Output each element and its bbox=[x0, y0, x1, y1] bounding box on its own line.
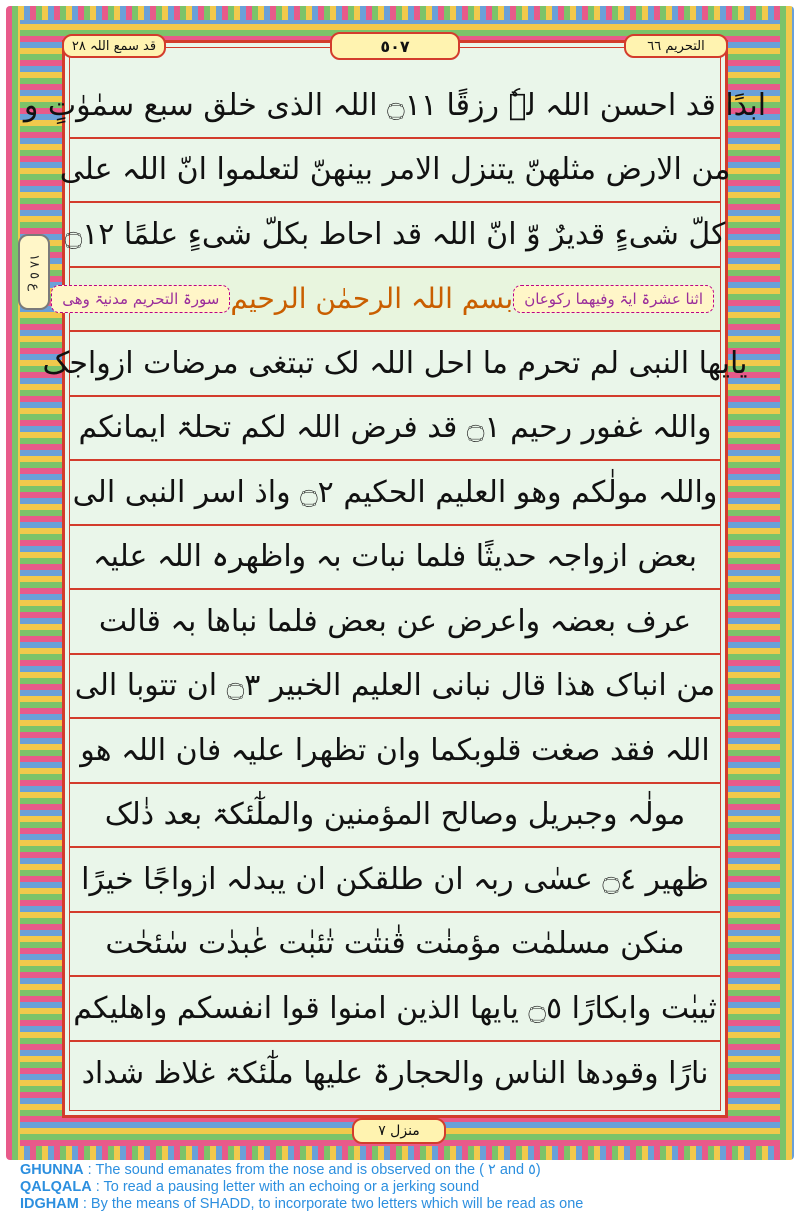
verse-line: ابدًا قد احسن اللہ لہٗ رزقًا ۝١١ اللہ الذی خلق سبع سمٰوٰتٍ و bbox=[70, 74, 720, 139]
verse-line: نارًا وقودھا الناس والحجارۃ علیھا ملٰٓئکۃ غلاظ شداد bbox=[81, 1056, 709, 1092]
bismillah: بسم اللہ الرحمٰن الرحیم bbox=[230, 282, 514, 316]
manzil-label: منزل ٧ bbox=[352, 1118, 446, 1144]
verse-line: یایھا النبی لم تحرم ما احل اللہ لک تبتغی مرضات ازواجک bbox=[70, 332, 720, 397]
tajweed-legend bbox=[20, 1162, 790, 1213]
juz-label: قد سمع اللہ ۲۸ bbox=[62, 34, 166, 58]
verse-line: ثیبٰت وابکارًا ۝٥ یایھا الذین امنوا قوا انفسکم واھلیکم bbox=[70, 977, 720, 1042]
legend-idgham: IDGHAM : By the means of SHADD, to incorporate two letters which will be read as one bbox=[20, 1196, 584, 1212]
verse-line: ظھیر ۝٤ عسٰی ربہ ان طلقکن ان یبدلہ ازواجًا خیرًا bbox=[70, 848, 720, 913]
verse-line: بعض ازواجہ حدیثًا فلما نبات بہ واظھرہ اللہ علیہ bbox=[70, 526, 720, 591]
legend-ghunna: GHUNNA : The sound emanates from the nose and is observed on the ( ٢ and ٥) bbox=[20, 1162, 541, 1178]
verse-line: مولٰہ وجبریل وصالح المؤمنین والملٰٓئکۃ بعد ذٰلک bbox=[70, 784, 720, 849]
verse-line: کلّ شیءٍ قدیرٌ وّ انّ اللہ قد احاط بکلّ شیءٍ علمًا ۝١٢ bbox=[70, 203, 720, 268]
verse-line: من انباک ھذا قال نبانی العلیم الخبیر ۝٣ ان تتوبا الی bbox=[70, 655, 720, 720]
surah-label: التحریم ٦٦ bbox=[624, 34, 728, 58]
surah-heading-band bbox=[62, 268, 720, 333]
page-number: ٥٠٧ bbox=[330, 32, 460, 60]
verse-line: واللہ غفور رحیم ۝١ قد فرض اللہ لکم تحلۃ ایمانکم bbox=[70, 397, 720, 462]
verse-line: من الارض مثلھنّ یتنزل الامر بینھنّ لتعلموا انّ اللہ علی bbox=[70, 139, 720, 204]
page-header bbox=[62, 34, 728, 66]
verse-line: اللہ فقد صغت قلوبکما وان تظھرا علیہ فان اللہ ھو bbox=[70, 719, 720, 784]
surah-info-right: اثنا عشرۃ ایۃ وفیھما رکوعان bbox=[513, 285, 714, 313]
verse-line: عرف بعضہ واعرض عن بعض فلما نباھا بہ قالت bbox=[70, 590, 720, 655]
surah-info-left: سورۃ التحریم مدنیۃ وھی bbox=[51, 285, 230, 313]
legend-qalqala: QALQALA : To read a pausing letter with an echoing or a jerking sound bbox=[20, 1179, 480, 1195]
verse-line: منکن مسلمٰت مؤمنٰت قٰنتٰت تٰئبٰت عٰبدٰت سٰئحٰت bbox=[70, 913, 720, 978]
ruku-marker: ع ٥ ١٨ bbox=[18, 234, 50, 310]
verse-line: واللہ مولٰکم وھو العلیم الحکیم ۝٢ واذ اسر النبی الی bbox=[70, 461, 720, 526]
